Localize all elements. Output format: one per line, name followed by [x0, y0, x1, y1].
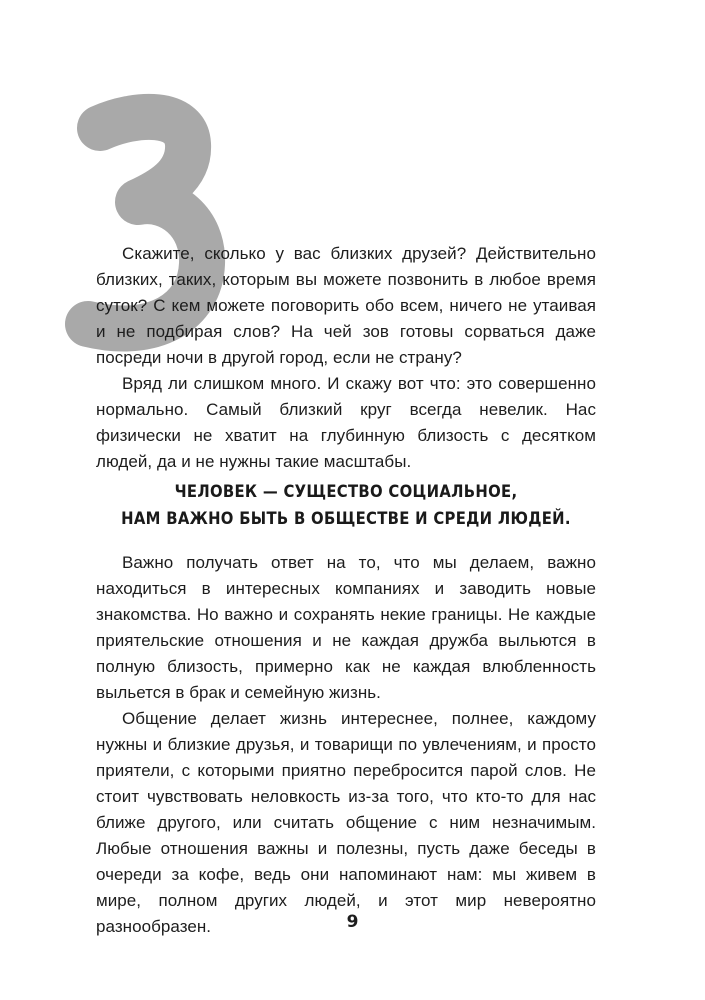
paragraph: Скажите, сколько у вас близких друзей? Действительно близких, таких, которым вы можете позвонить в любое время суток? С кем можете поговорить обо всем, ничего не утаивая и не подбирая слов? На чей зов готовы сорваться даже посреди ночи в другой город, если не страну? — [96, 244, 596, 367]
pull-quote — [96, 478, 596, 532]
pull-quote-line: ЧЕЛОВЕК — СУЩЕСТВО СОЦИАЛЬНОЕ, — [174, 482, 518, 501]
paragraph: Вряд ли слишком много. И скажу вот что: это совершенно нормально. Самый близкий круг всегда невелик. Нас физически не хватит на глубинную близость с десятком людей, да и не нужны такие масштабы. — [96, 374, 596, 471]
paragraph: Общение делает жизнь интереснее, полнее, каждому нужны и близкие друзья, и товарищи по увлечениям, и просто приятели, с которыми приятно перебросится парой слов. Не стоит чувствовать неловкость из-за того, что кто-то для нас ближе другого, или считать общение с ним незначимым. Любые отношения важны и полезны, пусть даже беседы в очереди за кофе, ведь они напоминают нам: мы живем в мире, полном других людей, и этот мир невероятно разнообразен. — [96, 709, 596, 936]
pull-quote-line: НАМ ВАЖНО БЫТЬ В ОБЩЕСТВЕ И СРЕДИ ЛЮДЕЙ. — [121, 509, 571, 528]
paragraph: Важно получать ответ на то, что мы делаем, важно находиться в интересных компаниях и заводить новые знакомства. Но важно и сохранять некие границы. Не каждые приятельские отношения и не каждая дружба выльются в полную близость, примерно как не каждая влюбленность выльется в брак и семейную жизнь. — [96, 553, 596, 702]
intro-text — [96, 241, 596, 475]
main-text — [96, 550, 596, 940]
page-number: 9 — [346, 912, 359, 932]
